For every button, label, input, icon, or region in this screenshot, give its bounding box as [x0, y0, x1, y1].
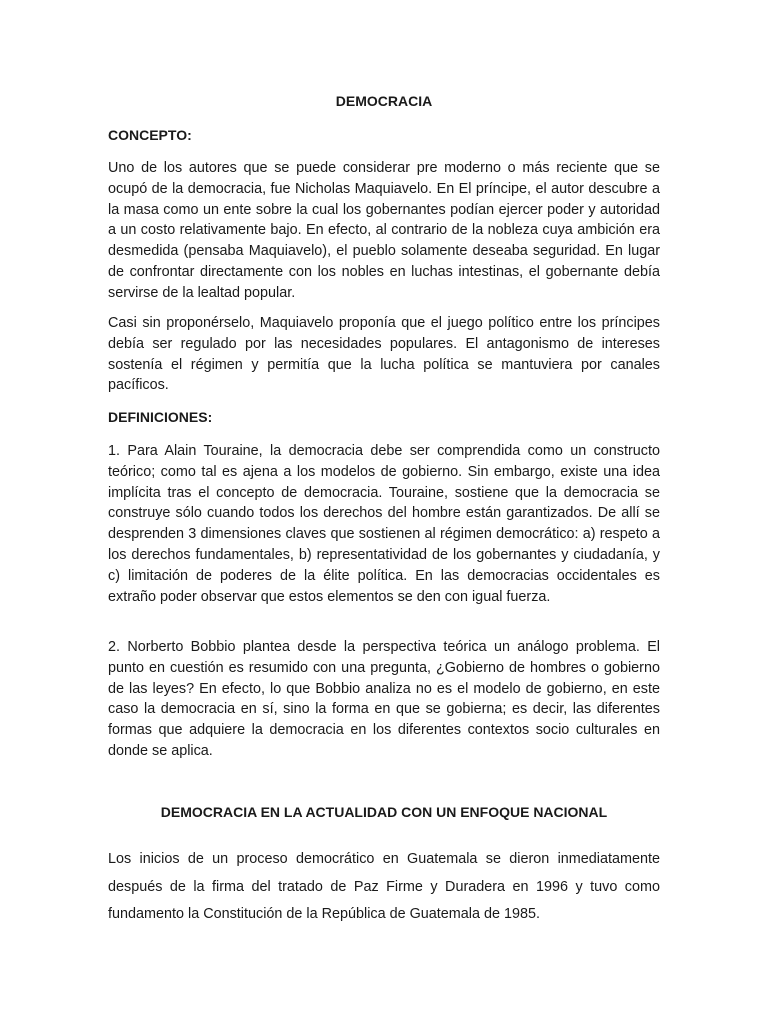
- concepto-paragraph-2: Casi sin proponérselo, Maquiavelo proponía que el juego político entre los príncipes debía ser regulado por las necesidades populares. El antagonismo de intereses sostenía el régimen y permitía que la lucha política se mantuviera por canales pacíficos.: [108, 315, 660, 394]
- definicion-paragraph-1: 1. Para Alain Touraine, la democracia debe ser comprendida como un constructo teórico; como tal es ajena a los modelos de gobierno. Sin embargo, existe una idea implícita tras el concepto de democracia. Touraine, sostiene que la democracia se construye sólo cuando todos los derechos del hombre están garantizados. De allí se desprenden 3 dimensiones claves que sostienen al régimen democrático: a) respeto a los derechos fundamentales, b) representatividad de los gobernantes y ciudadanía, y c) limitación de poderes de la élite política. En las democracias occidentales es extraño poder observar que estos elementos se den con igual fuerza.: [108, 443, 660, 605]
- definiciones-heading: DEFINICIONES:: [108, 409, 213, 425]
- section-title-actualidad: DEMOCRACIA EN LA ACTUALIDAD CON UN ENFOQUE NACIONAL: [160, 804, 608, 820]
- concepto-paragraph-1: Uno de los autores que se puede considerar pre moderno o más reciente que se ocupó de la democracia, fue Nicholas Maquiavelo. En El príncipe, el autor descubre a la masa como un ente sobre la cual los gobernantes podían ejercer poder y autoridad a un costo relativamente bajo. En efecto, al contrario de la nobleza cuya ambición era desmedida (pensaba Maquiavelo), el pueblo solamente deseaba seguridad. En lugar de confrontar directamente con los nobles en luchas intestinas, el gobernante debía servirse de la lealtad popular.: [108, 160, 660, 301]
- document-title: DEMOCRACIA: [335, 93, 433, 109]
- definicion-paragraph-2: 2. Norberto Bobbio plantea desde la perspectiva teórica un análogo problema. El punto en cuestión es resumido con una pregunta, ¿Gobierno de hombres o gobierno de las leyes? En efecto, lo que Bobbio analiza no es el modelo de gobierno, en este caso la democracia en sí, sino la forma en que se gobierna; es decir, las diferentes formas que adquiere la democracia en los diferentes contextos socio culturales en donde se aplica.: [108, 639, 660, 759]
- concepto-heading: CONCEPTO:: [108, 127, 192, 143]
- actualidad-paragraph: Los inicios de un proceso democrático en Guatemala se dieron inmediatamente después de la firma del tratado de Paz Firme y Duradera en 1996 y tuvo como fundamento la Constitución de la República de Guatemala de 1985.: [108, 851, 660, 923]
